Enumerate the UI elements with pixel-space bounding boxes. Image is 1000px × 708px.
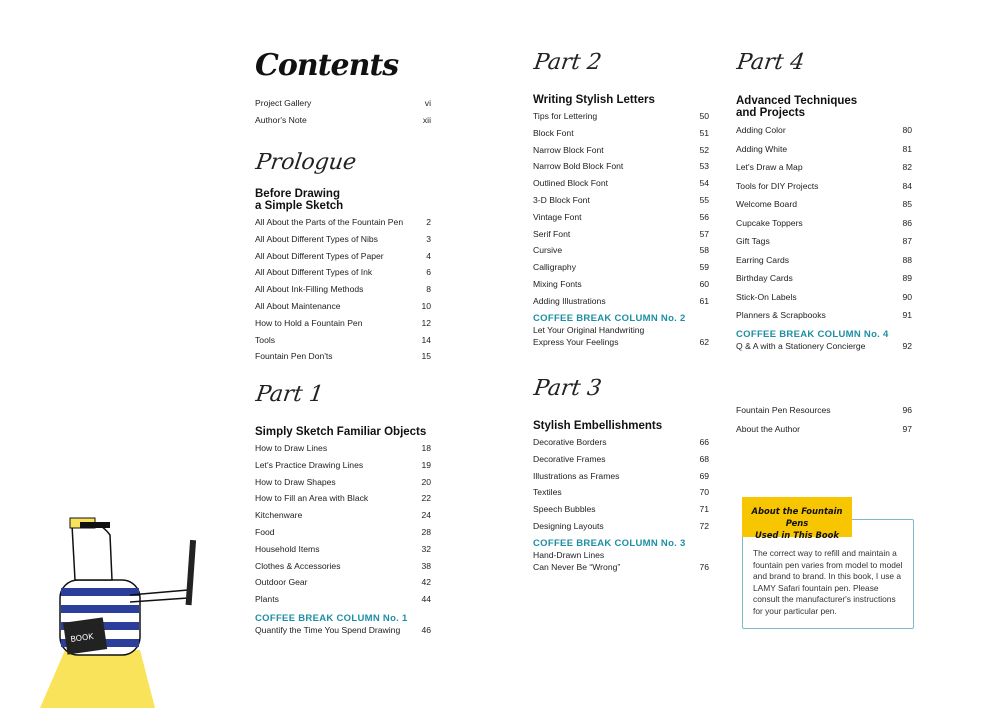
front-matter-list (255, 98, 431, 132)
toc-entry[interactable] (533, 561, 709, 573)
toc-entry[interactable] (255, 594, 431, 611)
entry-page: 53 (699, 161, 709, 172)
entry-title: Textiles (533, 487, 562, 498)
entry-page: 87 (902, 236, 912, 246)
entry-page: 54 (699, 178, 709, 189)
entry-title: Outlined Block Font (533, 178, 608, 189)
toc-entry[interactable] (736, 125, 912, 144)
yellow-skirt (40, 650, 155, 708)
entry-page: 80 (902, 125, 912, 135)
heading-line: and Projects (736, 107, 806, 119)
entry-page: xii (422, 115, 431, 125)
part-number: 2 (585, 50, 604, 75)
toc-list (255, 443, 431, 611)
entry-title: Decorative Frames (533, 453, 606, 464)
part-label (733, 50, 915, 90)
toc-entry[interactable] (533, 145, 709, 162)
toc-entry[interactable] (736, 255, 912, 274)
entry-page: 8 (426, 284, 431, 295)
entry-page: 84 (902, 180, 912, 191)
toc-list (533, 111, 709, 313)
toc-entry[interactable] (255, 477, 431, 494)
note-title-line: Used in This Book (754, 530, 840, 540)
part-word: Part (532, 376, 583, 401)
entry-title: Tools (255, 334, 276, 345)
entry-page: 20 (421, 476, 431, 487)
coffee-break-label: COFFEE BREAK COLUMN No. 4 (736, 328, 889, 340)
entry-title: Let's Draw a Map (736, 162, 803, 172)
entry-title: Q & A with a Stationery Concierge (736, 340, 866, 351)
toc-entry[interactable] (255, 98, 431, 115)
toc-list (736, 125, 912, 329)
entry-title: Household Items (255, 543, 320, 554)
entry-title: How to Fill an Area with Black (255, 493, 369, 504)
toc-entry[interactable] (255, 577, 431, 594)
entry-title: Plants (255, 594, 279, 605)
entry-title: Calligraphy (533, 262, 576, 273)
entry-page: 76 (699, 561, 709, 572)
entry-title: Welcome Board (736, 199, 797, 209)
column-1 (255, 98, 431, 368)
note-title (742, 497, 852, 540)
entry-title: All About Different Types of Nibs (255, 233, 378, 244)
entry-title: All About Different Types of Paper (255, 250, 384, 261)
entry-title: Kitchenware (255, 510, 303, 521)
entry-page: 96 (902, 405, 912, 415)
entry-title: Food (255, 526, 275, 537)
part-word: Part (735, 50, 786, 75)
coffee-break-label: COFFEE BREAK COLUMN No. 2 (533, 312, 686, 324)
entry-page: 66 (699, 437, 709, 447)
toc-entry[interactable] (533, 178, 709, 195)
heading-line: a Simple Sketch (255, 200, 344, 212)
part-label-prologue: Prologue (254, 150, 358, 175)
toc-entry[interactable] (255, 460, 431, 477)
toc-entry[interactable] (533, 245, 709, 262)
toc-entry[interactable] (736, 144, 912, 163)
entry-page: 6 (426, 267, 431, 278)
toc-entry[interactable] (255, 624, 431, 636)
entry-page: 92 (902, 340, 912, 351)
toc-entry[interactable] (533, 212, 709, 229)
entry-page: 85 (902, 199, 912, 209)
part-3-section (533, 376, 709, 573)
entry-page: 51 (699, 127, 709, 138)
part-number: 4 (788, 50, 807, 75)
section-heading (736, 95, 912, 119)
toc-entry[interactable] (255, 335, 431, 352)
toc-entry[interactable] (255, 217, 431, 234)
entry-page: 72 (699, 520, 709, 531)
entry-title: Express Your Feelings (533, 336, 619, 347)
entry-page: 15 (421, 351, 431, 362)
note-body: The correct way to refill and maintain a fountain pen varies from model to model and brand to brand. In this book, I use a LAMY Safari fountain pen. Please consult the manufacturer's instructions for your particular pen. (753, 548, 903, 616)
entry-title: Adding Illustrations (533, 295, 606, 306)
entry-title: Adding Color (736, 125, 786, 135)
heading-line: Before Drawing (255, 188, 340, 200)
part-2-section (533, 50, 709, 348)
entry-page: vi (424, 98, 431, 108)
toc-entry[interactable] (736, 236, 912, 255)
entry-title: Earring Cards (736, 254, 790, 265)
toc-entry[interactable] (533, 229, 709, 246)
entry-title: Designing Layouts (533, 520, 604, 531)
entry-page: 32 (421, 543, 431, 554)
toc-entry[interactable] (736, 340, 912, 352)
entry-title: Illustrations as Frames (533, 470, 620, 481)
toc-entry[interactable] (533, 128, 709, 145)
toc-entry[interactable] (736, 310, 912, 329)
entry-title: How to Draw Lines (255, 443, 328, 453)
entry-page: 18 (421, 443, 431, 453)
toc-entry[interactable] (255, 493, 431, 510)
toc-entry[interactable] (533, 195, 709, 212)
entry-title: All About Different Types of Ink (255, 267, 373, 278)
back-matter-list (736, 405, 912, 443)
part-label (530, 50, 712, 90)
entry-page: 97 (902, 424, 912, 434)
toc-entry[interactable] (255, 510, 431, 527)
section-heading: Stylish Embellishments (533, 420, 663, 432)
entry-page: 59 (699, 262, 709, 273)
entry-page: 38 (421, 560, 431, 571)
toc-entry[interactable] (255, 234, 431, 251)
entry-title: Project Gallery (255, 98, 312, 108)
entry-page: 14 (421, 334, 431, 345)
entry-page: 12 (421, 317, 431, 328)
entry-title: How to Hold a Fountain Pen (255, 317, 363, 328)
entry-page: 90 (902, 291, 912, 302)
entry-page: 86 (902, 217, 912, 228)
entry-page: 81 (902, 143, 912, 154)
toc-entry[interactable] (736, 273, 912, 292)
toc-entry[interactable] (736, 181, 912, 200)
entry-page: 89 (902, 273, 912, 283)
part-1-section (255, 382, 431, 636)
entry-title: Planners & Scrapbooks (736, 310, 826, 320)
entry-title: Let's Practice Drawing Lines (255, 459, 364, 470)
entry-title: Narrow Bold Block Font (533, 161, 624, 172)
part-word: Part (254, 382, 305, 407)
coffee-line: Let Your Original Handwriting (533, 324, 645, 335)
entry-title: Fountain Pen Resources (736, 405, 831, 415)
toc-entry[interactable] (255, 318, 431, 335)
entry-page: 50 (699, 111, 709, 121)
entry-title: How to Draw Shapes (255, 476, 336, 487)
toc-entry[interactable] (533, 437, 709, 454)
toc-entry[interactable] (255, 267, 431, 284)
toc-entry[interactable] (533, 111, 709, 128)
toc-entry[interactable] (736, 199, 912, 218)
toc-list (533, 437, 709, 538)
part-number: 1 (307, 382, 326, 407)
entry-title: Fountain Pen Don'ts (255, 351, 333, 362)
entry-page: 58 (699, 245, 709, 256)
toc-entry[interactable] (255, 351, 431, 368)
entry-page: 62 (699, 336, 709, 347)
toc-entry[interactable] (533, 336, 709, 348)
toc-entry[interactable] (533, 471, 709, 488)
toc-entry[interactable] (533, 279, 709, 296)
entry-title: Gift Tags (736, 236, 770, 246)
toc-entry[interactable] (255, 527, 431, 544)
coffee-break-label: COFFEE BREAK COLUMN No. 3 (533, 537, 686, 549)
heading-line: Advanced Techniques (736, 95, 858, 107)
toc-entry[interactable] (533, 262, 709, 279)
entry-title: Outdoor Gear (255, 577, 308, 588)
entry-page: 46 (421, 624, 431, 635)
coffee-break-label: COFFEE BREAK COLUMN No. 1 (255, 612, 408, 624)
toc-entry[interactable] (736, 162, 912, 181)
toc-entry[interactable] (255, 301, 431, 318)
toc-entry[interactable] (533, 296, 709, 313)
entry-title: Decorative Borders (533, 437, 607, 447)
entry-title: Birthday Cards (736, 273, 793, 283)
section-heading: Simply Sketch Familiar Objects (255, 426, 427, 438)
entry-title: Vintage Font (533, 211, 582, 222)
entry-page: 70 (699, 487, 709, 498)
entry-page: 4 (426, 250, 431, 261)
toc-entry[interactable] (255, 284, 431, 301)
entry-title: 3-D Block Font (533, 194, 590, 205)
head (72, 522, 112, 580)
entry-page: 68 (699, 453, 709, 464)
toc-entry[interactable] (533, 521, 709, 538)
entry-page: 60 (699, 278, 709, 289)
entry-page: 42 (421, 577, 431, 588)
toc-list (255, 217, 431, 368)
entry-page: 28 (421, 526, 431, 537)
contents-title: Contents (255, 48, 399, 83)
toc-entry[interactable] (533, 454, 709, 471)
entry-title: Narrow Block Font (533, 144, 604, 155)
entry-page: 52 (699, 144, 709, 155)
part-label (530, 376, 712, 416)
entry-title: Cupcake Toppers (736, 217, 803, 228)
entry-page: 3 (426, 233, 431, 244)
part-number: 3 (585, 376, 604, 401)
part-word: Part (532, 50, 583, 75)
coffee-line: Hand-Drawn Lines (533, 549, 605, 560)
fountain-pen-icon (186, 540, 197, 605)
entry-page: 55 (699, 194, 709, 205)
entry-page: 69 (699, 470, 709, 481)
book-label: BOOK (69, 631, 95, 645)
part-label (252, 382, 434, 422)
toc-entry[interactable] (533, 487, 709, 504)
entry-title: Cursive (533, 245, 563, 256)
entry-page: 61 (699, 295, 709, 306)
entry-page: 91 (902, 310, 912, 320)
toc-entry[interactable] (736, 292, 912, 311)
entry-title: All About the Parts of the Fountain Pen (255, 217, 404, 227)
entry-title: Stick-On Labels (736, 291, 797, 302)
entry-title: Serif Font (533, 228, 571, 239)
entry-title: All About Ink-Filling Methods (255, 284, 364, 295)
toc-entry[interactable] (255, 561, 431, 578)
entry-page: 22 (421, 493, 431, 504)
entry-title: Adding White (736, 143, 788, 154)
part-4-section (736, 50, 912, 352)
entry-title: Tools for DIY Projects (736, 180, 819, 191)
toc-entry[interactable] (736, 424, 912, 443)
entry-page: 19 (421, 459, 431, 470)
section-heading: Writing Stylish Letters (533, 94, 655, 106)
entry-page: 57 (699, 228, 709, 239)
entry-page: 2 (426, 217, 431, 227)
entry-title: Mixing Fonts (533, 278, 582, 289)
entry-title: Author's Note (255, 115, 307, 125)
entry-title: Tips for Lettering (533, 111, 598, 121)
toc-entry[interactable] (736, 405, 912, 424)
entry-title: Speech Bubbles (533, 504, 596, 515)
entry-page: 24 (421, 510, 431, 521)
entry-title: Quantify the Time You Spend Drawing (255, 624, 401, 635)
note-title-line: About the Fountain Pens (751, 506, 843, 528)
entry-page: 10 (421, 300, 431, 311)
entry-page: 71 (699, 504, 709, 515)
toc-entry[interactable] (255, 115, 431, 132)
entry-title: Can Never Be “Wrong” (533, 561, 621, 572)
entry-page: 82 (902, 162, 912, 172)
toc-entry[interactable] (255, 544, 431, 561)
entry-title: Clothes & Accessories (255, 560, 341, 571)
toc-entry[interactable] (533, 504, 709, 521)
person-illustration (20, 510, 210, 708)
section-heading (255, 188, 431, 212)
entry-page: 88 (902, 254, 912, 265)
entry-page: 56 (699, 211, 709, 222)
toc-entry[interactable] (255, 443, 431, 460)
entry-title: About the Author (736, 424, 801, 434)
entry-page: 44 (421, 594, 431, 605)
entry-title: Block Font (533, 127, 574, 138)
toc-entry[interactable] (255, 251, 431, 268)
toc-entry[interactable] (533, 161, 709, 178)
toc-entry[interactable] (736, 218, 912, 237)
entry-title: All About Maintenance (255, 300, 341, 311)
